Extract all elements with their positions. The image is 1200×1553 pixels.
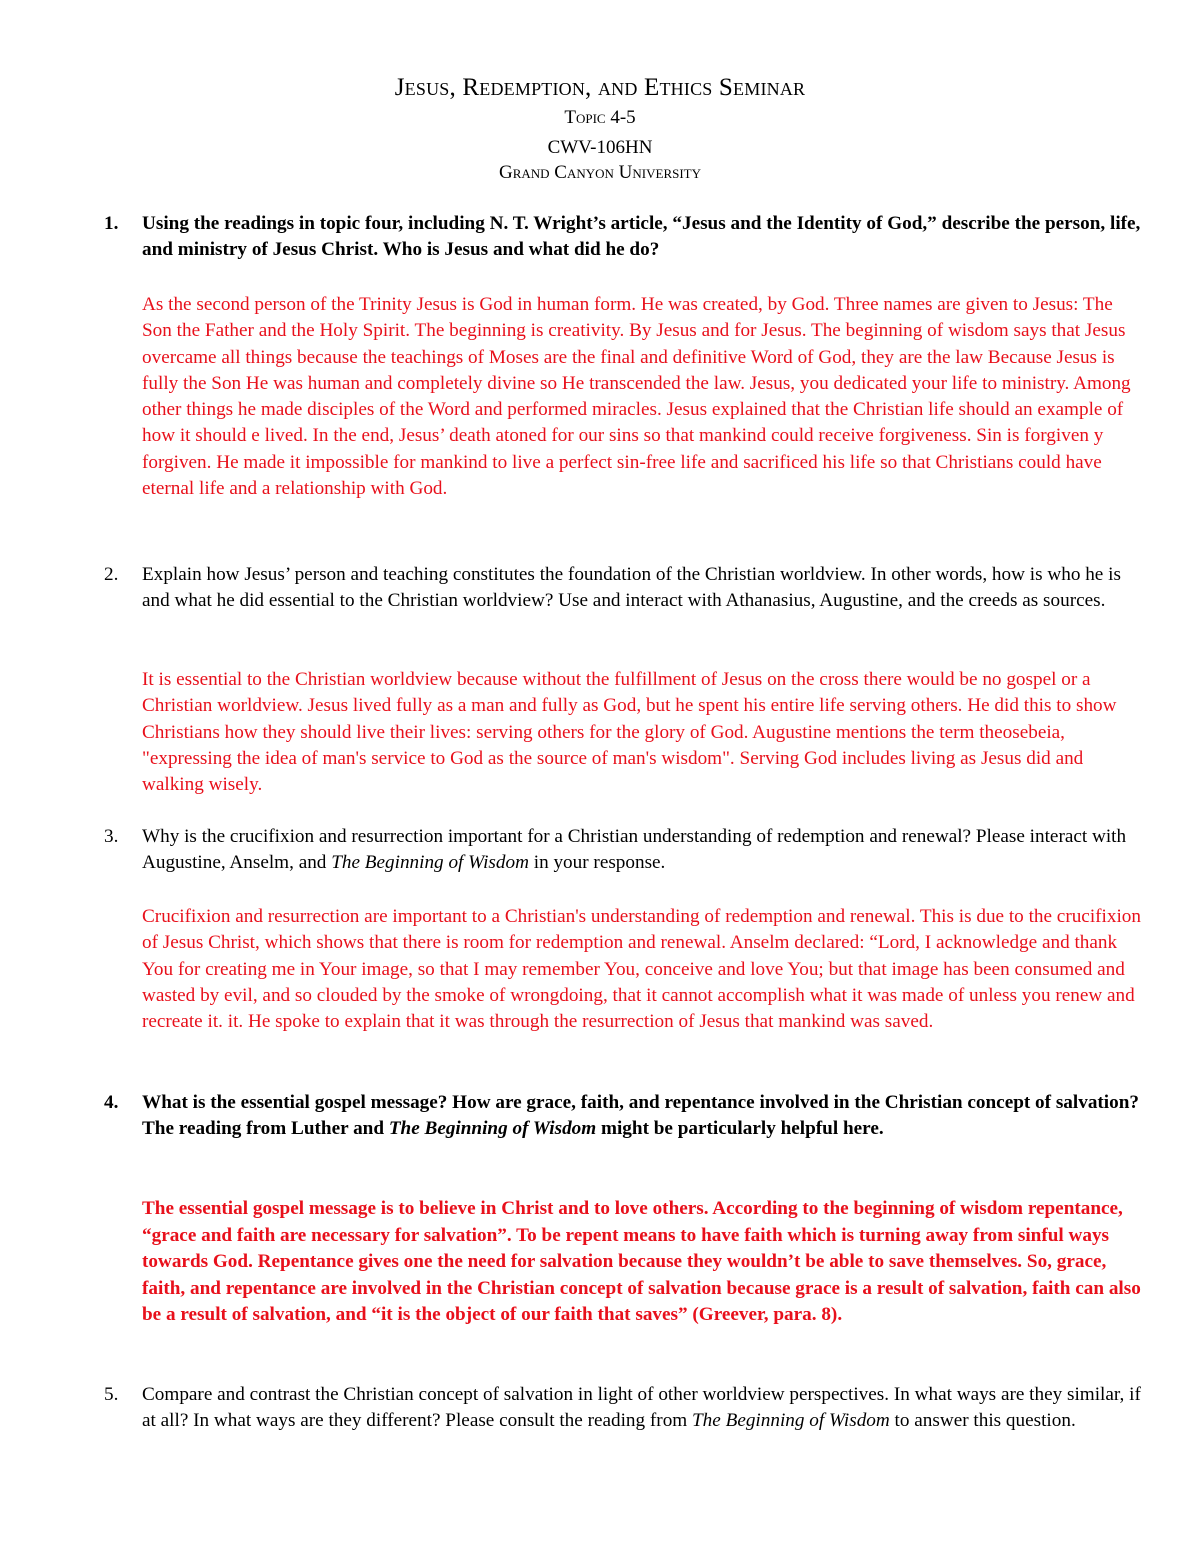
question-number: 4. [104,1092,119,1113]
question-text-part: Why is the crucifixion and resurrection important for a Christian understanding of redemption and renewal? Please interact with Augustine, Anselm, and [142,826,1127,873]
question-text: Explain how Jesus’ person and teaching constitutes the foundation of the Christian worldview. In other words, how is who he is and what he did essential to the Christian worldview? Use and interact with Athanasius, Augustine, and the creeds as sources. [142,564,1121,611]
question-4 [104,1090,1144,1142]
question-text-part: What is the essential gospel message? How are grace, faith, and repentance involved in the Christian concept of salvation? The reading from Luther and [142,1092,1139,1139]
answer-1: As the second person of the Trinity Jesus is God in human form. He was created, by God. Three names are given to Jesus: The Son the Father and the Holy Spirit. The beginning is creativity. By Jesus and for Jesus. The beginning of wisdom says that Jesus overcame all things because the teachings of Moses are the final and definitive Word of God, they are the law Because Jesus is fully the Son He was human and completely divine so He transcended the law. Jesus, you dedicated your life to ministry. Among other things he made disciples of the Word and performed miracles. Jesus explained that the Christian life should an example of how it should e lived. In the end, Jesus’ death atoned for our sins so that mankind could receive forgiveness. Sin is forgiven y forgiven. He made it impossible for mankind to live a perfect sin-free life and sacrificed his life so that Christians could have eternal life and a relationship with God. [142,294,1131,500]
question-number: 2. [104,564,119,585]
book-title: The Beginning of Wisdom [388,1118,597,1139]
question-3 [104,824,1144,876]
question-number: 3. [104,826,119,847]
question-1 [104,211,1144,263]
question-number: 5. [104,1384,119,1405]
question-text-part: Compare and contrast the Christian concept of salvation in light of other worldview perspectives. In what ways are they similar, if at all? In what ways are they different? Please consult the reading from [142,1384,1141,1431]
question-text [142,1090,1144,1142]
question-5 [104,1382,1144,1434]
course-code: CWV-106HN [547,137,653,158]
question-text: Using the readings in topic four, including N. T. Wright’s article, “Jesus and the Identity of God,” describe the person, life, and ministry of Jesus Christ. Who is Jesus and what did he do? [142,213,1141,260]
question-text [142,824,1144,876]
book-title: The Beginning of Wisdom [331,852,529,873]
document-title: Jesus, Redemption, and Ethics Seminar [394,74,806,101]
question-text-part: might be particularly helpful here. [596,1118,884,1139]
answer-2: It is essential to the Christian worldview because without the fulfillment of Jesus on the cross there would be no gospel or a Christian worldview. Jesus lived fully as a man and fully as God, but he spent his entire life serving others. He did this to show Christians how they should live their lives: serving others for the glory of God. Augustine mentions the term theosebeia, "expressing the idea of man's service to God as the source of man's wisdom". Serving God includes living as Jesus did and walking wisely. [142,669,1117,796]
university-name: Grand Canyon University [499,162,701,183]
book-title: The Beginning of Wisdom [692,1410,890,1431]
answer-3: Crucifixion and resurrection are important to a Christian's understanding of redemption and renewal. This is due to the crucifixion of Jesus Christ, which shows that there is room for redemption and renewal. Anselm declared: “Lord, I acknowledge and thank You for creating me in Your image, so that I may remember You, conceive and love You; but that image has been consumed and wasted by evil, and so clouded by the smoke of wrongdoing, that it cannot accomplish what it was made of unless you renew and recreate it. it. He spoke to explain that it was through the resurrection of Jesus that mankind was saved. [142,906,1141,1033]
answer-4: The essential gospel message is to believe in Christ and to love others. According to the beginning of wisdom repentance, “grace and faith are necessary for salvation”. To be repent means to have faith which is turning away from sinful ways towards God. Repentance gives one the need for salvation because they wouldn’t be able to save themselves. So, grace, faith, and repentance are involved in the Christian concept of salvation because grace is a result of salvation, faith can also be a result of salvation, and “it is the object of our faith that saves” (Greever, para. 8). [142,1198,1141,1325]
question-text-part: in your response. [528,852,666,873]
topic-label: Topic 4-5 [564,107,636,128]
question-2 [104,562,1144,614]
question-text [142,1382,1144,1434]
question-number: 1. [104,213,119,234]
question-text-part: to answer this question. [889,1410,1076,1431]
